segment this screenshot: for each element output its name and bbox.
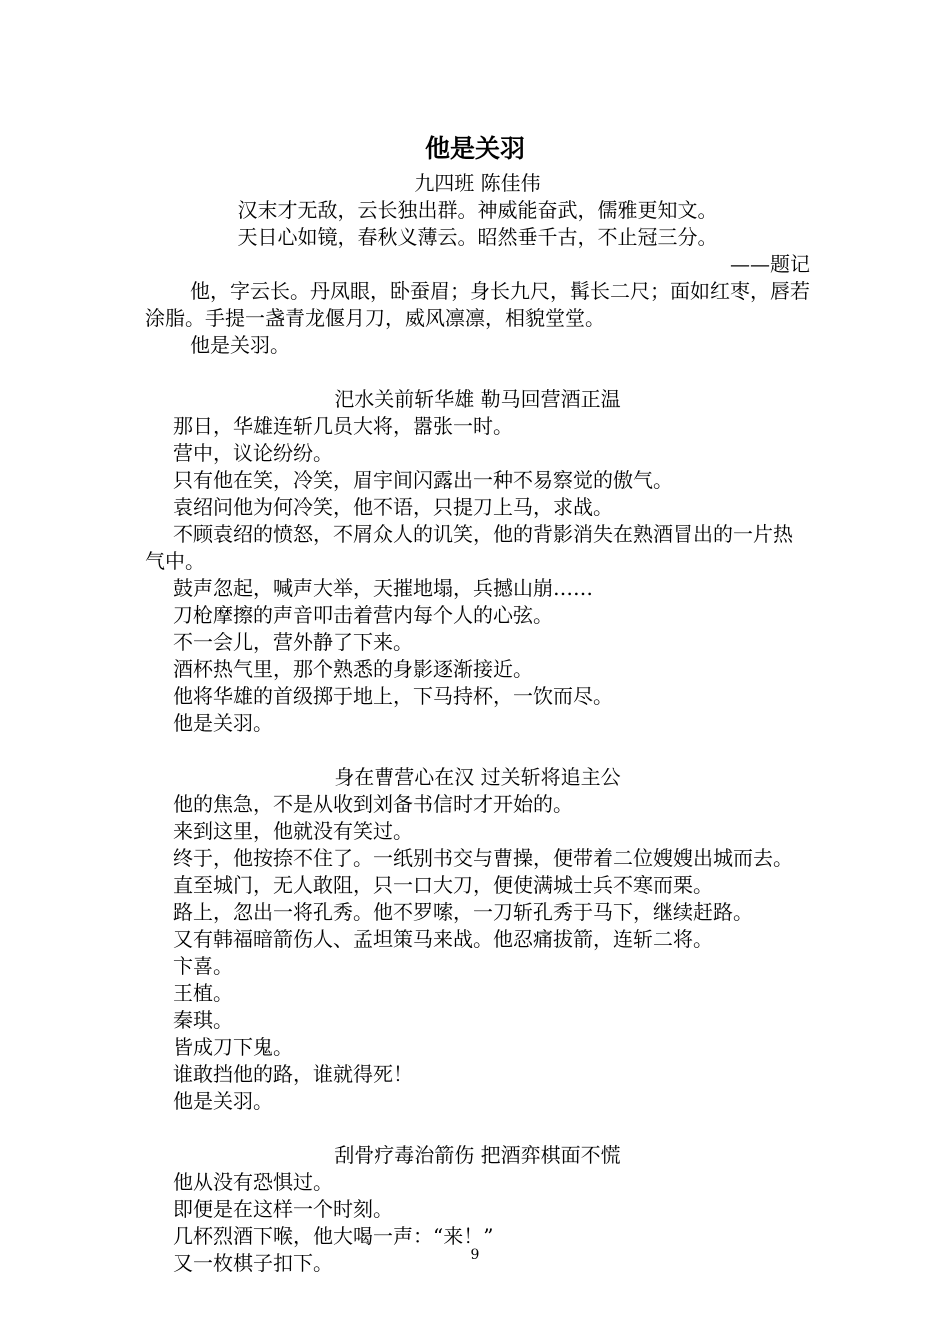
paragraph: 鼓声忽起，喊声大举，天摧地塌，兵撼山崩…… [173, 576, 593, 600]
section-heading: 身在曹营心在汉 过关斩将追主公 [334, 765, 621, 789]
page-title: 他是关羽 [424, 134, 525, 163]
paragraph: 秦琪。 [173, 1008, 233, 1032]
paragraph: 皆成刀下鬼。 [173, 1035, 293, 1059]
paragraph: 又有韩福暗箭伤人、孟坦策马来战。他忍痛拔箭，连斩二将。 [173, 927, 713, 951]
paragraph: 酒杯热气里，那个熟悉的身影逐渐接近。 [173, 657, 533, 681]
section-gap [145, 1115, 810, 1142]
article-body [145, 170, 810, 1277]
paragraph: 他的焦急，不是从收到刘备书信时才开始的。 [173, 792, 573, 816]
poem-note: ——题记 [730, 252, 810, 276]
section [145, 764, 810, 1115]
paragraph: 营中，议论纷纷。 [173, 441, 333, 465]
paragraph: 他将华雄的首级掷于地上，下马持杯，一饮而尽。 [173, 684, 613, 708]
paragraph: 谁敢挡他的路，谁就得死！ [173, 1062, 413, 1086]
paragraph: 那日，华雄连斩几员大将，嚣张一时。 [173, 414, 513, 438]
paragraph: 即便是在这样一个时刻。 [173, 1197, 393, 1221]
paragraph: 他是关羽。 [173, 1089, 273, 1113]
page-number: 9 [470, 1247, 480, 1263]
paragraph: 又一枚棋子扣下。 [173, 1251, 333, 1275]
author-byline: 九四班 陈佳伟 [414, 171, 541, 195]
paragraph: 刀枪摩擦的声音叩击着营内每个人的心弦。 [173, 603, 553, 627]
paragraph: 王植。 [173, 981, 233, 1005]
section [145, 386, 810, 737]
intro-paragraph: 他，字云长。丹凤眼，卧蚕眉；身长九尺，髯长二尺；面如红枣，唇若涂脂。手提一盏青龙偃月刀，威风凛凛，相貌堂堂。 [145, 279, 810, 330]
paragraph: 卞喜。 [173, 954, 233, 978]
paragraph: 他从没有恐惧过。 [173, 1170, 333, 1194]
paragraph: 他是关羽。 [173, 711, 273, 735]
paragraph: 终于，他按捺不住了。一纸别书交与曹操，便带着二位嫂嫂出城而去。 [173, 846, 793, 870]
paragraph: 几杯烈酒下喉，他大喝一声：“来！” [173, 1224, 494, 1248]
section-gap [145, 737, 810, 764]
section-gap [145, 359, 810, 386]
intro-paragraph: 他是关羽。 [190, 333, 290, 357]
paragraph: 路上，忽出一将孔秀。他不罗嗦，一刀斩孔秀于马下，继续赶路。 [173, 900, 753, 924]
section-heading: 刮骨疗毒治箭伤 把酒弈棋面不慌 [334, 1143, 621, 1167]
poem-line: 天日心如镜，春秋义薄云。昭然垂千古，不止冠三分。 [237, 225, 718, 249]
section-heading: 汜水关前斩华雄 勒马回营酒正温 [334, 387, 621, 411]
paragraph: 不顾袁绍的愤怒，不屑众人的讥笑，他的背影消失在熟酒冒出的一片热气中。 [145, 522, 793, 573]
paragraph: 直至城门，无人敢阻，只一口大刀，便使满城士兵不寒而栗。 [173, 873, 713, 897]
paragraph: 只有他在笑，冷笑，眉宇间闪露出一种不易察觉的傲气。 [173, 468, 673, 492]
paragraph: 袁绍问他为何冷笑，他不语，只提刀上马，求战。 [173, 495, 613, 519]
paragraph: 不一会儿，营外静了下来。 [173, 630, 413, 654]
poem-line: 汉末才无敌，云长独出群。神威能奋武，儒雅更知文。 [237, 198, 718, 222]
paragraph: 来到这里，他就没有笑过。 [173, 819, 413, 843]
